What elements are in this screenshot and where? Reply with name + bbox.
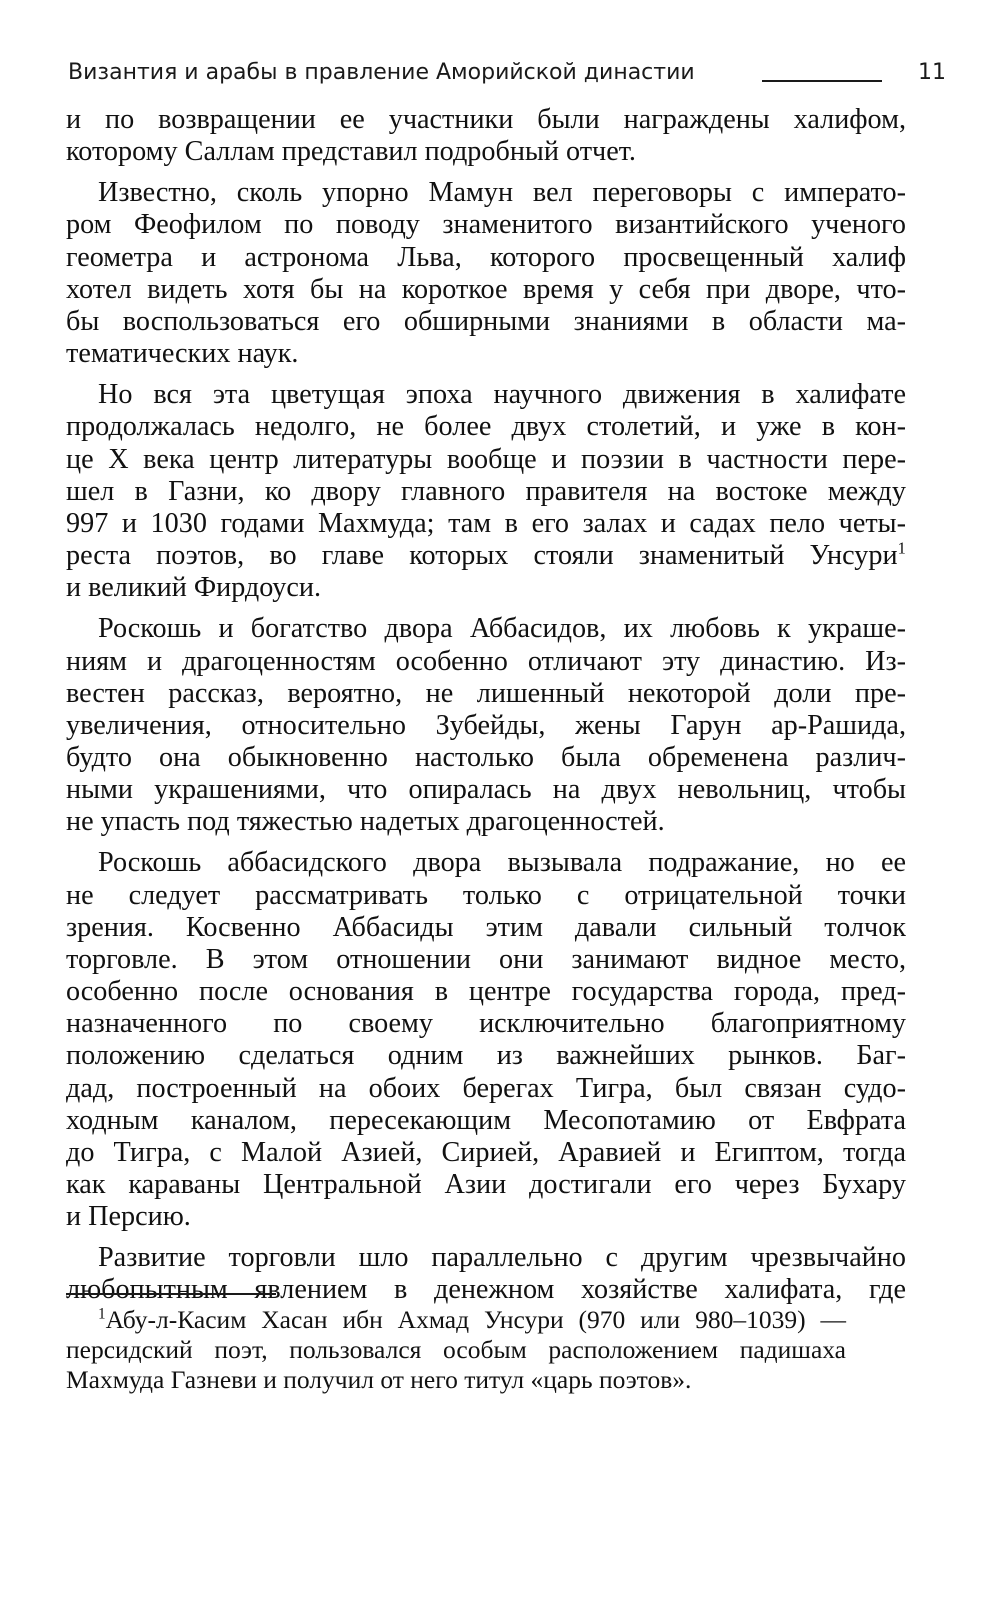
text-line: шел в Газни, ко двору главного правителя на востоке между — [66, 475, 906, 507]
footnote — [66, 1305, 846, 1395]
text-line: хотел видеть хотя бы на короткое время у себя при дворе, что- — [66, 273, 906, 305]
running-header — [68, 60, 946, 94]
text-line: ниям и драгоценностям особенно отличают эту династию. Из- — [66, 645, 906, 677]
text-line: которому Саллам представил подробный отчет. — [66, 136, 636, 168]
text-line: ром Феофилом по поводу знаменитого византийского ученого — [66, 209, 906, 241]
text-line: до Тигра, с Малой Азией, Сирией, Аравией и Египтом, тогда — [66, 1136, 906, 1168]
text-line: геометра и астронома Льва, которого просвещенный халиф — [66, 241, 906, 273]
text-line: назначенного по своему исключительно благоприятному — [66, 1008, 906, 1040]
text-line: ными украшениями, что опиралась на двух невольниц, чтобы — [66, 774, 906, 806]
footnote-text: Абу-л-Касим Хасан ибн Ахмад Унсури (970 или 980–1039) — — [105, 1305, 846, 1334]
running-title: Византия и арабы в правление Аморийской династии — [68, 60, 695, 85]
text-line: как караваны Центральной Азии достигали его через Бухару — [66, 1169, 906, 1200]
text-line: Известно, сколь упорно Мамун вел переговоры с императо- — [98, 177, 906, 209]
text-line: зрения. Косвенно Аббасиды этим давали сильный толчок — [66, 911, 906, 943]
text-line: особенно после основания в центре государства города, пред- — [66, 976, 906, 1008]
text-line: бы воспользоваться его обширными знаниями в области ма- — [66, 305, 906, 337]
page-number: 11 — [918, 60, 946, 85]
footnote-mark: 1 — [98, 1305, 106, 1323]
footnote-line: Махмуда Газневи и получил от него титул «царь поэтов». — [66, 1365, 692, 1394]
text-line: будто она обыкновенно настолько была обременена различ- — [66, 741, 906, 773]
text-line: продолжалась недолго, не более двух столетий, и уже в кон- — [66, 411, 906, 443]
footnote-separator — [66, 1293, 276, 1295]
text-line: торговле. В этом отношении они занимают видное место, — [66, 943, 906, 975]
text-line — [66, 540, 906, 572]
paragraph — [66, 104, 906, 168]
header-rule — [762, 80, 882, 82]
paragraph — [66, 177, 906, 370]
text-line: Развитие торговли шло параллельно с другим чрезвычайно — [98, 1242, 906, 1274]
footnote-line — [66, 1305, 846, 1335]
paragraph — [66, 379, 906, 604]
text-line: тематических наук. — [66, 338, 299, 370]
text-line: 997 и 1030 годами Махмуда; там в его залах и садах пело четы- — [66, 507, 906, 539]
text-line: не следует рассматривать только с отрицательной точки — [66, 879, 906, 911]
text-line: и по возвращении ее участники были награждены халифом, — [66, 104, 906, 135]
footnote-reference[interactable]: 1 — [897, 538, 906, 558]
text-line: дад, построенный на обоих берегах Тигра, был связан судо- — [66, 1072, 906, 1104]
text-line: Роскошь и богатство двора Аббасидов, их любовь к украше- — [98, 613, 906, 645]
footnote-line: персидский поэт, пользовался особым расположением падишаха — [66, 1335, 846, 1364]
text-line: увеличения, относительно Зубейды, жены Гарун ар-Рашида, — [66, 709, 906, 741]
line-text: реста поэтов, во главе которых стояли знаменитый Унсури — [66, 540, 898, 572]
body-text — [66, 104, 906, 1316]
paragraph — [66, 1242, 906, 1306]
text-line: вестен рассказ, вероятно, не лишенный некоторой доли пре- — [66, 677, 906, 709]
text-line: ходным каналом, пересекающим Месопотамию от Евфрата — [66, 1104, 906, 1136]
text-line: не упасть под тяжестью надетых драгоценностей. — [66, 806, 665, 838]
text-line: любопытным явлением в денежном хозяйстве халифата, где — [66, 1274, 906, 1306]
text-line: Но вся эта цветущая эпоха научного движения в халифате — [98, 379, 906, 411]
paragraph — [66, 613, 906, 838]
text-line: це X века центр литературы вообще и поэзии в частности пере- — [66, 443, 906, 475]
text-line: положению сделаться одним из важнейших рынков. Баг- — [66, 1040, 906, 1072]
text-line: и великий Фирдоуси. — [66, 572, 322, 604]
paragraph — [66, 847, 906, 1233]
text-line: Роскошь аббасидского двора вызывала подражание, но ее — [98, 847, 906, 879]
text-line: и Персию. — [66, 1201, 191, 1233]
